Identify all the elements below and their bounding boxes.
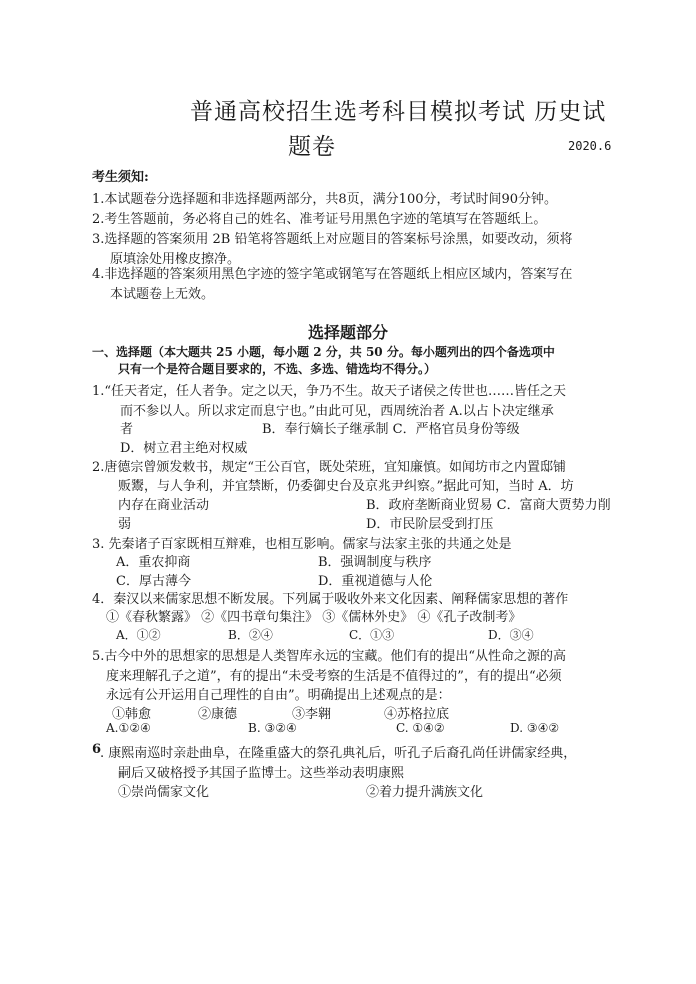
question-1-line2: 而不参以人。所以求定而息宁也。”由此可见，西周统治者 A.以占卜决定继承	[120, 404, 554, 419]
question-3-option-a: A．重农抑商	[116, 555, 191, 570]
question-5-line2: 度来理解孔子之道”，有的提出“未受考察的生活是不值得过的”，有的提出“必须	[106, 669, 562, 684]
question-1-option-d: D．树立君主绝对权威	[120, 441, 248, 456]
question-4-option-d: D．③④	[488, 628, 534, 642]
question-5-person-1: ①韩愈	[112, 707, 152, 722]
question-3-option-b: B．强调制度与秩序	[318, 555, 432, 570]
question-2-options-bc: B．政府垄断商业贸易 C．富商大贾势力削	[366, 498, 611, 513]
notice-item-2: 2.考生答题前，务必将自己的姓名、准考证号用黑色字迹的笔填写在答题纸上。	[92, 212, 547, 227]
question-1-options-bc: B．奉行嫡长子继承制 C．严格官员身份等级	[262, 422, 520, 437]
question-6: . 康熙南巡时亲赴曲阜，在隆重盛大的祭孔典礼后，听孔子后裔孔尚任讲儒家经典，	[100, 746, 577, 761]
question-5-person-2: ②康德	[198, 707, 238, 722]
question-3-option-d: D．重视道德与人伦	[318, 574, 433, 589]
page-title: 普通高校招生选考科目模拟考试 历史试	[190, 99, 607, 125]
question-4-option-a: A．①②	[116, 628, 161, 642]
question-5-option-b: B. ③②④	[248, 721, 297, 735]
question-5-option-a: A.①②④	[106, 721, 151, 735]
question-5-line3: 永远有公开运用自己理性的自由”。明确提出上述观点的是：	[106, 688, 451, 703]
question-5-option-d: D. ③④②	[510, 721, 560, 735]
notice-item-3-cont: 原填涂处用橡皮擦净。	[110, 252, 241, 267]
question-2: 2.唐德宗曾颁发敕书，规定“王公百官，既处荣班，宜知廉慎。如闻坊市之内置邸铺	[92, 460, 567, 475]
notice-heading: 考生须知:	[92, 170, 149, 185]
question-4: 4．秦汉以来儒家思想不断发展。下列属于吸收外来文化因素、阐释儒家思想的著作	[92, 592, 569, 607]
section-title: 选择题部分	[308, 323, 389, 342]
question-5-option-c: C. ①④②	[396, 721, 445, 735]
question-1-option-a-cont: 者	[120, 422, 134, 437]
question-2-option-d: D．市民阶层受到打压	[366, 517, 494, 532]
question-5-person-4: ④苏格拉底	[384, 707, 450, 722]
question-4-items: ①《春秋繁露》 ②《四书章句集注》 ③《儒林外史》 ④《孔子改制考》	[106, 610, 522, 625]
notice-item-4: 4.非选择题的答案须用黑色字迹的签字笔或钢笔写在答题纸上相应区域内，答案写在	[92, 267, 573, 282]
question-4-option-b: B．②④	[228, 628, 273, 642]
question-3: 3. 先秦诸子百家既相互辩难，也相互影响。儒家与法家主张的共通之处是	[92, 537, 512, 552]
section-intro: 一、选择题（本大题共 25 小题，每小题 2 分，共 50 分。每小题列出的四个备选项中	[92, 345, 555, 359]
question-4-option-c: C．①③	[349, 628, 395, 642]
notice-item-1: 1.本试题卷分选择题和非选择题两部分，共8页，满分100分，考试时间90分钟。	[92, 192, 558, 207]
question-6-option-1: ①崇尚儒家文化	[118, 785, 210, 800]
question-2-option-c-cont: 弱	[118, 517, 132, 532]
exam-date: 2020.6	[568, 139, 612, 153]
question-6-number: 6	[92, 742, 102, 757]
question-6-line2: 嗣后又破格授予其国子监博士。这些举动表明康熙	[118, 766, 405, 781]
question-2-line2: 贩鬻，与人争利，并宜禁断，仍委御史台及京兆尹纠察。”据此可知，当时 A．坊	[118, 479, 574, 494]
question-5-person-3: ③李翱	[292, 707, 332, 722]
section-intro-cont: 只有一个是符合题目要求的，不选、多选、错选均不得分。）	[118, 362, 437, 376]
notice-item-3: 3.选择题的答案须用 2B 铅笔将答题纸上对应题目的答案标号涂黑，如要改动，须将	[92, 232, 573, 247]
page-title-continued: 题卷	[288, 134, 336, 160]
question-2-option-a-cont: 内存在商业活动	[118, 498, 210, 513]
question-5: 5.古今中外的思想家的思想是人类智库永远的宝藏。他们有的提出“从性命之源的高	[92, 649, 567, 664]
question-3-option-c: C．厚古薄今	[116, 574, 191, 589]
notice-item-4-cont: 本试题卷上无效。	[110, 287, 215, 302]
question-6-option-2: ②着力提升满族文化	[366, 785, 484, 800]
question-1: 1.“任天者定，任人者争。定之以天，争乃不生。故天子诸侯之传世也……皆任之天	[92, 384, 567, 399]
